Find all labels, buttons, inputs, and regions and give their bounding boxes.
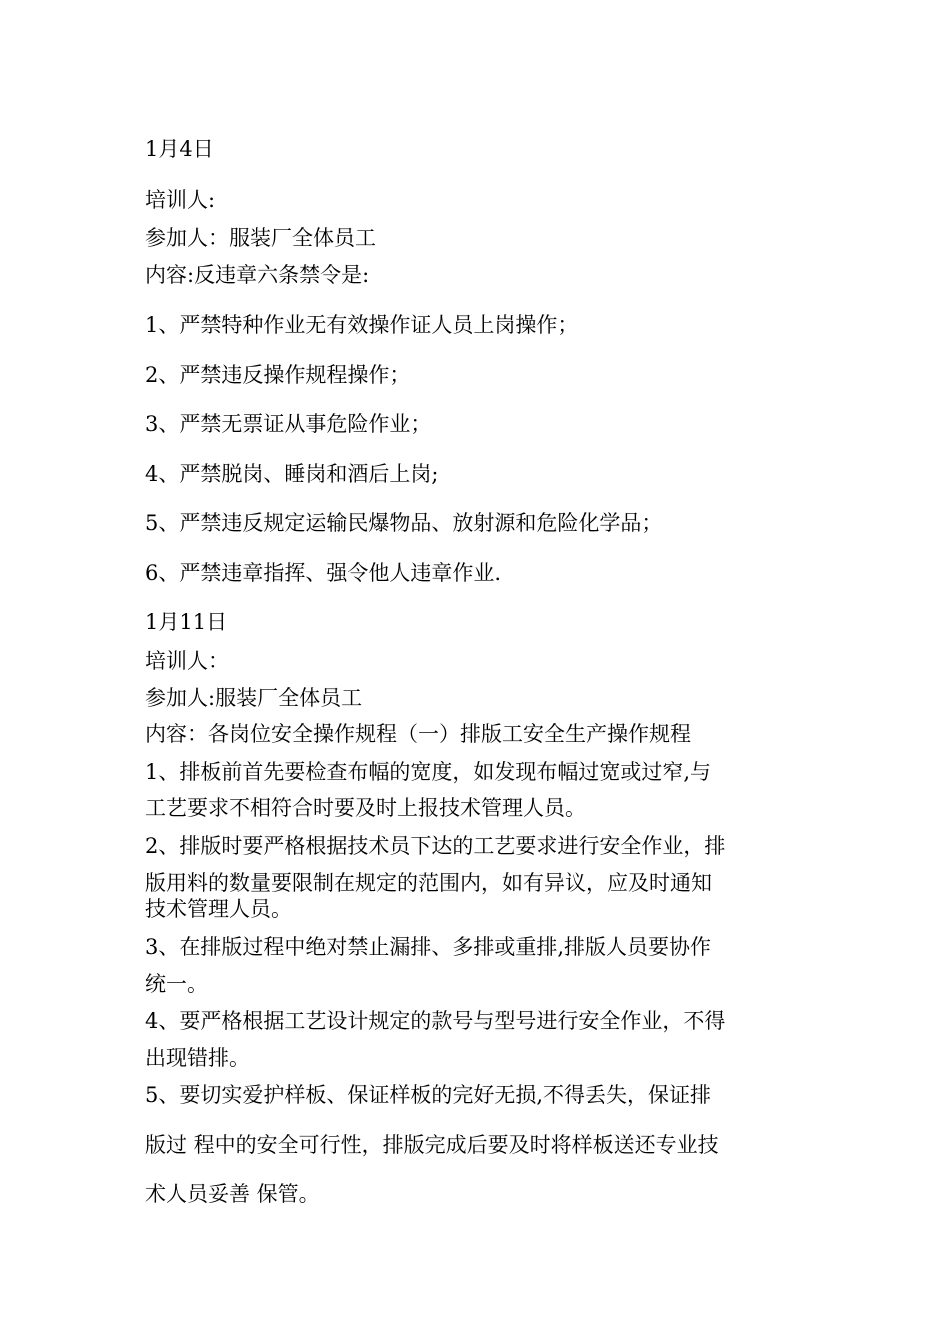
- section-2-item-line: 版过 程中的安全可行性，排版完成后要及时将样板送还专业技: [145, 1133, 719, 1157]
- section-1-item: 3、严禁无票证从事危险作业；: [145, 412, 432, 436]
- section-2-participants: 参加人:服装厂全体员工: [145, 686, 363, 710]
- section-1-participants: 参加人：服装厂全体员工: [145, 226, 376, 250]
- section-1-item: 4、严禁脱岗、睡岗和酒后上岗;: [145, 462, 439, 486]
- section-2-item-line: 1、排板前首先要检查布幅的宽度，如发现布幅过宽或过窄,与: [145, 760, 712, 784]
- section-2-item-line: 出现错排。: [145, 1046, 250, 1070]
- section-2-item-line: 4、要严格根据工艺设计规定的款号与型号进行安全作业，不得: [145, 1009, 726, 1033]
- section-2-item-line: 工艺要求不相符合时要及时上报技术管理人员。: [145, 796, 586, 820]
- section-2-item-line: 统一。: [145, 972, 208, 996]
- section-2-item-line: 术人员妥善 保管。: [145, 1182, 320, 1206]
- section-2-item-line: 5、要切实爱护样板、保证样板的完好无损,不得丢失，保证排: [145, 1083, 712, 1107]
- section-1-date: 1月4日: [145, 137, 214, 161]
- section-1-item: 5、严禁违反规定运输民爆物品、放射源和危险化学品；: [145, 511, 663, 535]
- section-2-date: 1月11日: [145, 610, 228, 634]
- section-1-content-intro: 内容:反违章六条禁令是:: [145, 263, 370, 287]
- section-2-item-line: 2、排版时要严格根据技术员下达的工艺要求进行安全作业，排: [145, 834, 726, 858]
- section-2-content-intro: 内容：各岗位安全操作规程（一）排版工安全生产操作规程: [145, 722, 691, 746]
- section-1-item: 1、严禁特种作业无有效操作证人员上岗操作；: [145, 313, 579, 337]
- section-2-item-line: 版用料的数量要限制在规定的范围内，如有异议，应及时通知: [145, 871, 712, 895]
- section-1-item: 2、严禁违反操作规程操作；: [145, 363, 411, 387]
- section-1-item: 6、严禁违章指挥、强令他人违章作业.: [145, 561, 502, 585]
- section-2-item-line: 3、在排版过程中绝对禁止漏排、多排或重排,排版人员要协作: [145, 935, 712, 959]
- section-1-trainer: 培训人:: [145, 188, 216, 212]
- section-2-trainer: 培训人：: [145, 649, 229, 673]
- section-2-item-line: 技术管理人员。: [145, 897, 292, 921]
